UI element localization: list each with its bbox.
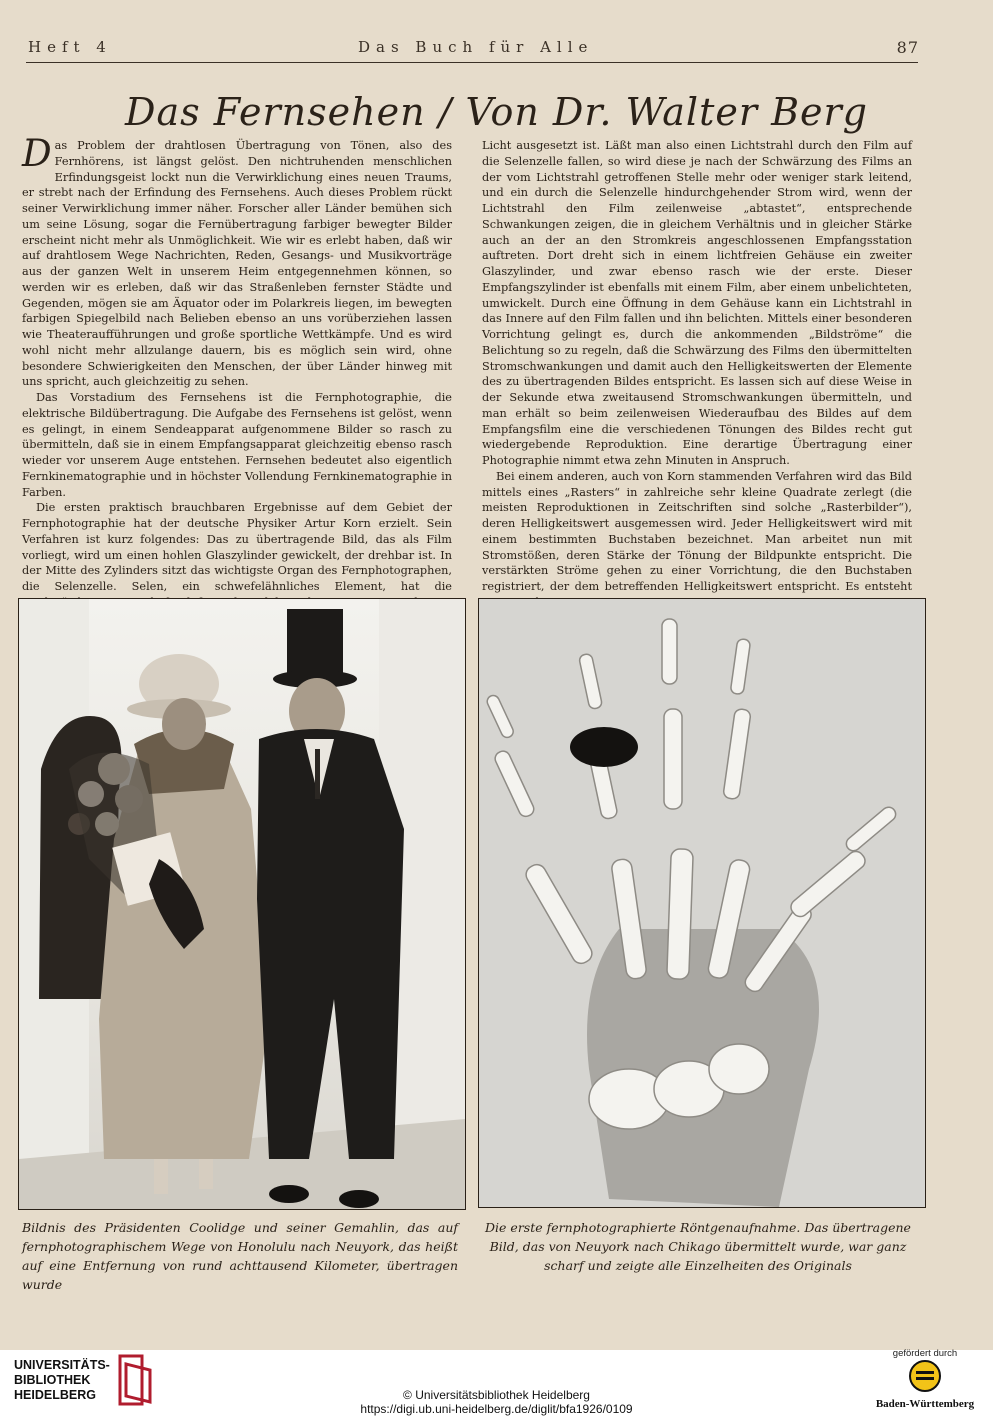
xray-caption: Die erste fernphotographierte Röntgenaufnahme. Das übertragene Bild, das von Neuyork nach Chikago übermittelt wurde, war ganz scharf und zeigte alle Einzelheiten des Originals [485, 1220, 911, 1273]
copyright-text: © Universitätsbibliothek Heidelberg [403, 1388, 590, 1402]
paragraph [22, 132, 452, 390]
magazine-title: Das Buch für Alle [358, 38, 594, 56]
library-footer [0, 1350, 993, 1416]
state-emblem-icon [907, 1359, 943, 1393]
coolidge-portrait-photo [18, 598, 466, 1210]
funded-by-label: gefördert durch [892, 1348, 958, 1359]
funder-name: Baden-Württemberg [875, 1398, 975, 1410]
paragraph: Die ersten praktisch brauchbaren Ergebnisse auf dem Gebiet der Fernphotographie hat der deutsche Physiker Artur Korn erzielt. Sein Verfahren ist kurz folgendes: Das zu übertragende Bild, das als Film vorliegt, wird um einen hohlen Glaszylinder gewickelt, der drehbar ist. In der Mitte des Zylinders sitzt das wichtigste Organ des Fernphotographen, die Selenzelle. Selen, ein schwefelähnliches Element, hat die [22, 501, 452, 593]
permalink[interactable]: https://digi.ub.uni-heidelberg.de/diglit/bfa1926/0109 [360, 1402, 633, 1416]
article-column-left [22, 132, 452, 626]
copyright-block [0, 1388, 993, 1416]
library-name-line1: UNIVERSITÄTS- [14, 1358, 110, 1372]
paragraph-text: as Problem der drahtlosen Übertragung von Tönen, also des Fernhörens, ist längst gelöst. Den nichtruhenden menschlichen Erfindungsgeist lockt nun die Verwirklichung eines neuen Traums, er strebt nach der Erfindung des Fernsehens. Auch dieses Problem rückt seiner Verwirklichung immer näher. Forscher aller Länder bemühen sich um seine Lösung, sogar die Fernübertragung farbiger bewegter Bilder erscheint nicht mehr als Unmöglichkeit. Wie wir es erlebt haben, daß wir auf drahtlosem Wege Nachrichten, Reden, Gesangs- und Musikvorträge aus der ganzen Welt in unserem Heim entgegennehmen können, so werden wir es erleben, daß wir das Straßenleben fernster Städte und Gegenden, mögen sie am Äquator oder im Polarkreis liegen, im bewegten farbigen Spiegelbild nach Belieben ebenso an uns vorüberziehen lassen wie Theateraufführungen und große sportliche Wettkämpfe. Und es wird wohl nicht mehr allzulange dauern, bis es möglich sein wird, ohne besondere Schwierigkeiten den Menschen, der über Länder hinweg mit uns spricht, auch gleichzeitig zu sehen. [22, 139, 452, 389]
page-number: 87 [896, 38, 919, 57]
xray-hand-image [479, 599, 925, 1207]
funding-note [875, 1348, 975, 1410]
article-column-right [482, 138, 912, 611]
header-rule [26, 62, 918, 63]
paragraph: Das Vorstadium des Fernsehens ist die Fernphotographie, die elektrische Bildübertragung. Die Aufgabe des Fernsehens ist gelöst, wenn es gelingt, in einem Sendeapparat aufgenommene Bilder so rasch zu übermitteln, daß sie in einem Empfangsapparat gleichzeitig ebenso rasch wieder vor unserem Auge entstehen. Fernsehen bedeutet also eigentlich Fernkinematographie und in höchster Vollendung Fernkinematographie in Farben. [22, 391, 452, 499]
paragraph: Bei einem anderen, auch von Korn stammenden Verfahren wird das Bild mittels eines „Rasters“ in zahlreiche sehr kleine Quadrate zerlegt (die meisten Reproduktionen in Zeitschriften sind solche „Rasterbilder“), deren Helligkeitswert ausgemessen wird. Jeder Helligkeitswert wird mit einem bestimmten Buchstaben bezeichnet. Man arbeitet nun mit Stromstößen, deren Stärke der Tönung der Bildpunkte entspricht. Die verstärkten Ströme gehen zu einer Vorrichtung, die den Buchstaben registriert, der dem betreffenden Helligkeitswert entspricht. Es entsteht [482, 469, 912, 593]
article-title: Das Fernsehen / Von Dr. Walter Berg [125, 90, 868, 134]
library-name-line3: HEIDELBERG [14, 1388, 96, 1402]
library-name-line2: BIBLIOTHEK [14, 1373, 91, 1387]
xray-hand-photo [478, 598, 926, 1208]
drop-cap: D [22, 132, 52, 175]
coolidge-portrait-image [19, 599, 465, 1209]
paragraph: Licht ausgesetzt ist. Läßt man also einen Lichtstrahl durch den Film auf die Selenzelle fallen, so wird diese je nach der Schwärzung des Films an der vom Lichtstrahl getroffenen Stelle mehr oder weniger stark leitend, und ein durch die Selenzelle hindurchgehender Strom wird, wenn der Lichtstrahl den Film zeilenweise „abtastet“, entsprechende Schwankungen zeigen, die in gleichem Verhältnis und in gleicher Stärke auch an der an den Stromkreis angeschlossenen Empfangsstation auftreten. Dort dreht sich in einem lichtfreien Gehäuse ein zweiter Glaszylinder, und zwar ebenso rasch wie der erste. Dieser Empfangszylinder ist ebenfalls mit einem Film, aber einem unbelichteten, umwickelt. Durch eine Öffnung in dem Gehäuse kann ein Lichtstrahl in das Innere auf den Film fallen und ihn belichten. Mittels einer besonderen Vorrichtung gelingt es, durch die ankommenden „Bildströme“ die Belichtung so zu regeln, daß die Schwärzung des Films den übermittelten Stromschwankungen und damit auch den Helligkeitswerten der Elemente des zu übertragenden Bildes entspricht. Es lassen sich auf diese Weise in der Sekunde etwa zweitausend Stromschwankungen übermitteln, und man erhält so beim zeilenweisen Wiederaufbau des Bildes auf dem Empfangsfilm eine die verschiedenen Tönungen des Bildes recht gut wiedergebende Reproduktion. Eine derartige Übertragung einer Photographie nimmt etwa zehn Minuten in Anspruch. [482, 139, 912, 467]
issue-label: Heft 4 [28, 38, 112, 56]
portrait-caption: Bildnis des Präsidenten Coolidge und seiner Gemahlin, das auf fernphotographischem Wege von Honolulu nach Neuyork, das heißt auf eine Entfernung von rund achttausend Kilometer, übertragen wurde [22, 1220, 458, 1292]
